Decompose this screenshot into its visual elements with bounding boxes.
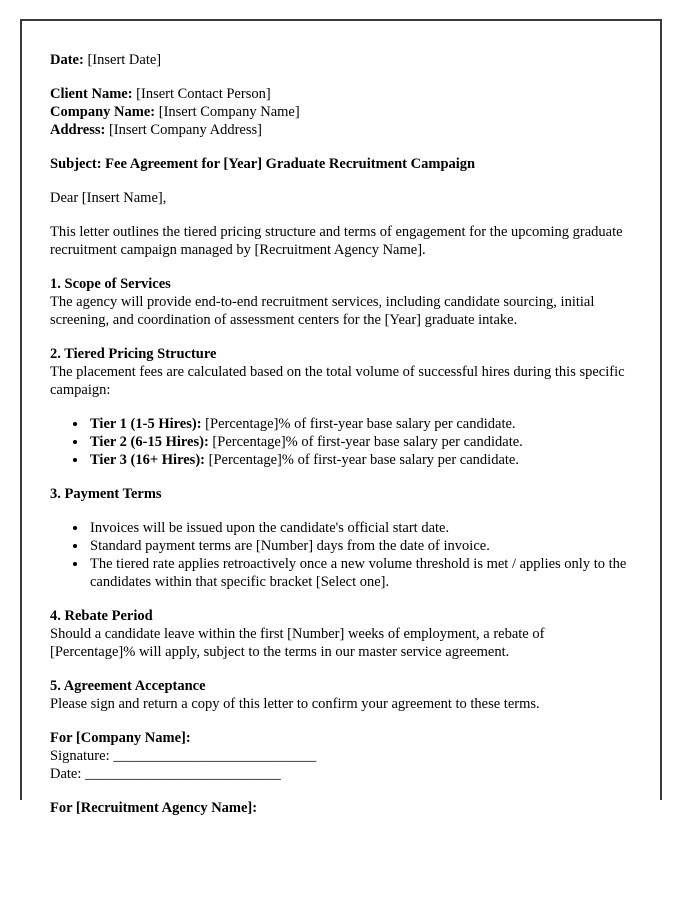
date-label: Date:: [50, 52, 84, 68]
agency-signatory-heading: For [Recruitment Agency Name]:: [50, 800, 258, 816]
signature-date-blank-line: ___________________________: [85, 766, 281, 782]
letter-document: [20, 19, 662, 816]
address-label: Address:: [50, 122, 106, 138]
address-value: [Insert Company Address]: [108, 122, 262, 138]
section-heading: 5. Agreement Acceptance: [50, 678, 206, 694]
section-tiered-pricing: [50, 345, 630, 399]
tier-item-1: [88, 415, 630, 433]
signature-block-company: [50, 729, 630, 783]
tier-item-text: [Percentage]% of first-year base salary per candidate.: [205, 416, 516, 432]
signature-date-label: Date:: [50, 766, 82, 782]
recipient-block: [50, 85, 630, 139]
company-signatory-heading: For [Company Name]:: [50, 730, 191, 746]
payment-item-text: The tiered rate applies retroactively once a new volume threshold is met / applies only to the candidates within that specific bracket [Select one].: [90, 556, 627, 590]
payment-item-3: [88, 555, 630, 591]
section-scope-of-services: [50, 275, 630, 329]
signature-label: Signature:: [50, 748, 110, 764]
section-body: Please sign and return a copy of this letter to confirm your agreement to these terms.: [50, 696, 540, 712]
section-agreement-acceptance: [50, 677, 630, 713]
payment-terms-list: [50, 519, 630, 591]
section-payment-terms-heading: 3. Payment Terms: [50, 486, 162, 502]
section-heading: 4. Rebate Period: [50, 608, 153, 624]
tier-item-label: Tier 2 (6-15 Hires):: [90, 434, 209, 450]
section-heading: 1. Scope of Services: [50, 276, 171, 292]
section-body: The agency will provide end-to-end recruitment services, including candidate sourcing, initial screening, and coordination of assessment centers for the [Year] graduate intake.: [50, 294, 595, 328]
date-value: [Insert Date]: [87, 52, 162, 68]
payment-item-text: Invoices will be issued upon the candidate's official start date.: [90, 520, 450, 536]
tier-item-text: [Percentage]% of first-year base salary per candidate.: [212, 434, 523, 450]
company-name-value: [Insert Company Name]: [158, 104, 300, 120]
subject-line: Subject: Fee Agreement for [Year] Graduate Recruitment Campaign: [50, 156, 476, 172]
tier-item-label: Tier 3 (16+ Hires):: [90, 452, 205, 468]
section-rebate-period: [50, 607, 630, 661]
tier-item-label: Tier 1 (1-5 Hires):: [90, 416, 202, 432]
company-name-label: Company Name:: [50, 104, 156, 120]
section-heading: 2. Tiered Pricing Structure: [50, 346, 217, 362]
address-line: [50, 121, 630, 139]
tier-list: [50, 415, 630, 469]
client-name-line: [50, 85, 630, 103]
signature-block-agency: [50, 799, 630, 817]
payment-item-1: [88, 519, 630, 537]
section-body: The placement fees are calculated based on the total volume of successful hires during this specific campaign:: [50, 364, 625, 398]
signature-date-row: [50, 765, 630, 783]
intro-paragraph: This letter outlines the tiered pricing structure and terms of engagement for the upcoming graduate recruitment campaign managed by [Recruitment Agency Name].: [50, 224, 623, 258]
salutation: Dear [Insert Name],: [50, 190, 167, 206]
client-name-label: Client Name:: [50, 86, 133, 102]
payment-item-2: [88, 537, 630, 555]
client-name-value: [Insert Contact Person]: [136, 86, 271, 102]
tier-item-2: [88, 433, 630, 451]
tier-item-3: [88, 451, 630, 469]
payment-item-text: Standard payment terms are [Number] days from the date of invoice.: [90, 538, 490, 554]
signature-blank-line: ____________________________: [113, 748, 317, 764]
signature-row: [50, 747, 630, 765]
tier-item-text: [Percentage]% of first-year base salary per candidate.: [208, 452, 519, 468]
company-name-line: [50, 103, 630, 121]
date-line: [50, 51, 630, 69]
section-body: Should a candidate leave within the first [Number] weeks of employment, a rebate of [Percentage]% will apply, subject to the terms in our master service agreement.: [50, 626, 545, 660]
